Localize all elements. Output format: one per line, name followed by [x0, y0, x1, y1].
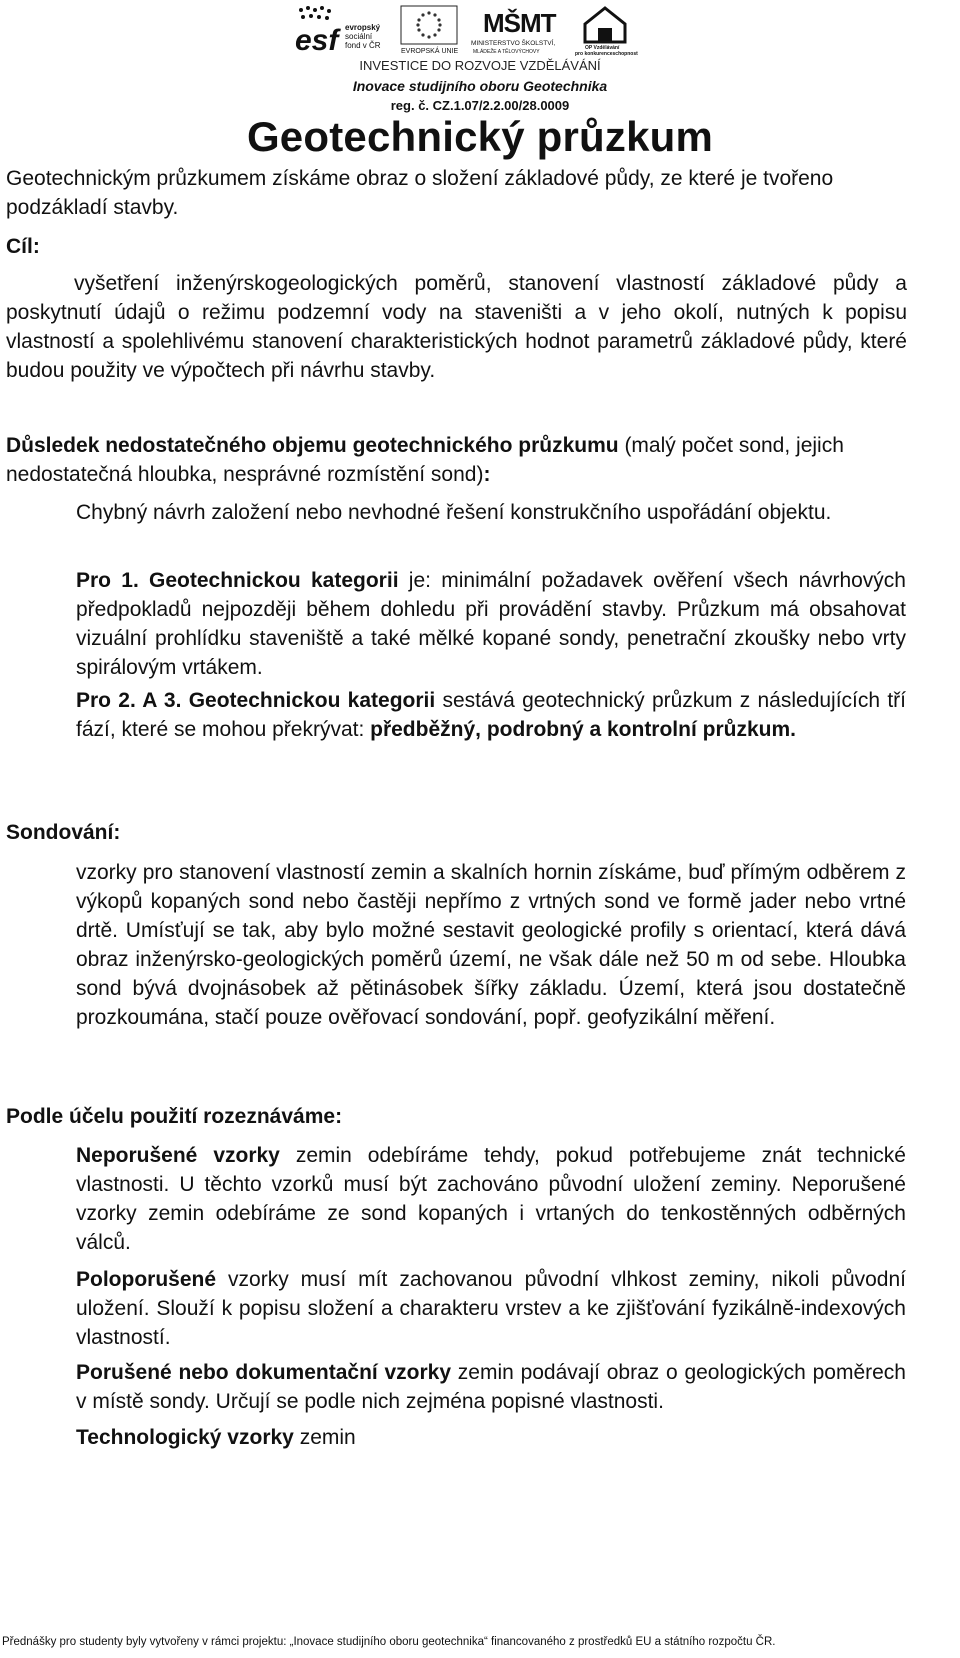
sounding-text: vzorky pro stanovení vlastností zemin a skalních hornin získáme, buď přímým odběrem z výkopů kopaných sond nebo častěji nepřímo z vrtných sond ve formě jader nebo vrtné drtě. Umísťují se tak, aby bylo možné sestavit geologické profily s orientací, která dává obraz inženýrsko-geologických poměrů území, ne však dále než 50 m od sebe. Hloubka sond bývá dvojnásobek až pětinásobek šířky základu. Území, která jsou dostatečně prozkoumána, stačí pouze ověřovací sondování, popř. geofyzikální měření. [76, 861, 906, 1029]
consequence-heading-rest: (malý počet sond, jejich nedostatečná hloubka, nesprávné rozmístění sond) [6, 434, 844, 486]
svg-text:fond v ČR: fond v ČR [345, 41, 381, 50]
disturbed-label: Porušené nebo dokumentační vzorky [76, 1361, 452, 1384]
purpose-item-semi-disturbed [76, 1265, 906, 1352]
disturbed-text: zemin podávají obraz o geologických poměrech v místě sondy. Určují se podle nich zejména popisné vlastnosti. [76, 1361, 906, 1413]
undisturbed-text: zemin odebíráme tehdy, pokud potřebujeme znát technické vlastnosti. U těchto vzorků musí být zachováno původní uložení zeminy. Neporušené vzorky zemin odebíráme ze sond kopaných i vrtaných do tenkostěnných odběrných válců. [76, 1144, 906, 1254]
semi-disturbed-label: Poloporušené [76, 1268, 217, 1291]
page-title: Geotechnický průzkum [246, 113, 714, 160]
msmt-logo [471, 8, 557, 55]
category-2-3-label: Pro 2. A 3. Geotechnickou kategorii [76, 689, 436, 712]
header-project-name: Inovace studijního oboru Geotechnika [352, 78, 608, 94]
svg-text:MŠMT: MŠMT [483, 8, 556, 38]
project-header [0, 56, 960, 116]
svg-text:EVROPSKÁ UNIE: EVROPSKÁ UNIE [401, 48, 459, 55]
technological-label: Technologický vzorky [76, 1426, 294, 1449]
undisturbed-label: Neporušené vzorky [76, 1144, 280, 1167]
category-2-3-text: sestává geotechnický průzkum z následujících tří fází, které se mohou překrývat: [76, 689, 907, 741]
purpose-heading: Podle účelu použití rozeznáváme: [6, 1105, 343, 1128]
svg-text:MINISTERSTVO ŠKOLSTVÍ,: MINISTERSTVO ŠKOLSTVÍ, [471, 40, 556, 47]
header-investment-line: INVESTICE DO ROZVOJE VZDĚLÁVÁNÍ [359, 58, 601, 73]
intro-paragraph: Geotechnickým průzkumem získáme obraz o složení základové půdy, ze které je tvořeno podzákladí stavby. [6, 167, 834, 219]
header-registration-number: reg. č. CZ.1.07/2.2.00/28.0009 [390, 98, 570, 113]
svg-text:evropský: evropský [345, 23, 381, 32]
category-2-3-paragraph [76, 686, 906, 744]
purpose-item-technological [76, 1423, 906, 1452]
logo-strip [293, 2, 655, 57]
svg-text:sociální: sociální [345, 32, 373, 41]
consequence-effect: Chybný návrh založení nebo nevhodné řešení konstrukčního uspořádání objektu. [76, 501, 832, 524]
goal-text: vyšetření inženýrskogeologických poměrů, stanovení vlastností základové půdy a poskytnutí údajů o režimu podzemní vody na staveništi a v jeho okolí, nutných k popisu vlastností a spolehlivému stanovení charakteristických hodnot parametrů základové půdy, které budou použity ve výpočtech při návrhu stavby. [6, 272, 907, 382]
goal-heading: Cíl: [6, 235, 40, 258]
category-2-3-phases: předběžný, podrobný a kontrolní průzkum. [370, 718, 796, 741]
sounding-heading: Sondování: [6, 821, 121, 844]
category-1-text: je: minimální požadavek ověření všech návrhových předpokladů nejpozději během dohledu při provádění stavby. Průzkum má obsahovat vizuální prohlídku staveniště a také mělké kopané sondy, penetrační zkoušky nebo vrty spirálovým vrtákem. [76, 569, 906, 679]
category-1-label: Pro 1. Geotechnickou kategorii [76, 569, 399, 592]
consequence-colon: : [483, 463, 491, 486]
page-footer: Přednášky pro studenty byly vytvořeny v rámci projektu: „Inovace studijního oboru geotechnika“ financovaného z prostředků EU a státního rozpočtu ČR. [2, 1636, 776, 1648]
svg-text:OP Vzdělávání: OP Vzdělávání [585, 45, 620, 51]
svg-text:esf: esf [295, 24, 339, 57]
purpose-item-undisturbed [76, 1141, 906, 1257]
svg-text:pro konkurenceschopnost: pro konkurenceschopnost [575, 51, 638, 57]
op-vk-logo [575, 8, 638, 57]
purpose-item-disturbed [76, 1358, 906, 1416]
semi-disturbed-text: vzorky musí mít zachovanou původní vlhkost zeminy, nikoli původní uložení. Slouží k popisu složení a charakteru vrstev a ke zjišťování fyzikálně-indexových vlastností. [76, 1268, 906, 1349]
esf-logo [295, 6, 381, 57]
logos-graphic [293, 2, 655, 57]
consequence-paragraph [6, 431, 916, 489]
technological-text: zemin [293, 1426, 356, 1449]
category-1-paragraph [76, 566, 906, 682]
eu-logo [401, 6, 459, 55]
svg-text:MLÁDEŽE A TĚLOVÝCHOVY: MLÁDEŽE A TĚLOVÝCHOVY [473, 49, 540, 55]
consequence-heading: Důsledek nedostatečného objemu geotechnického průzkumu [6, 434, 619, 457]
